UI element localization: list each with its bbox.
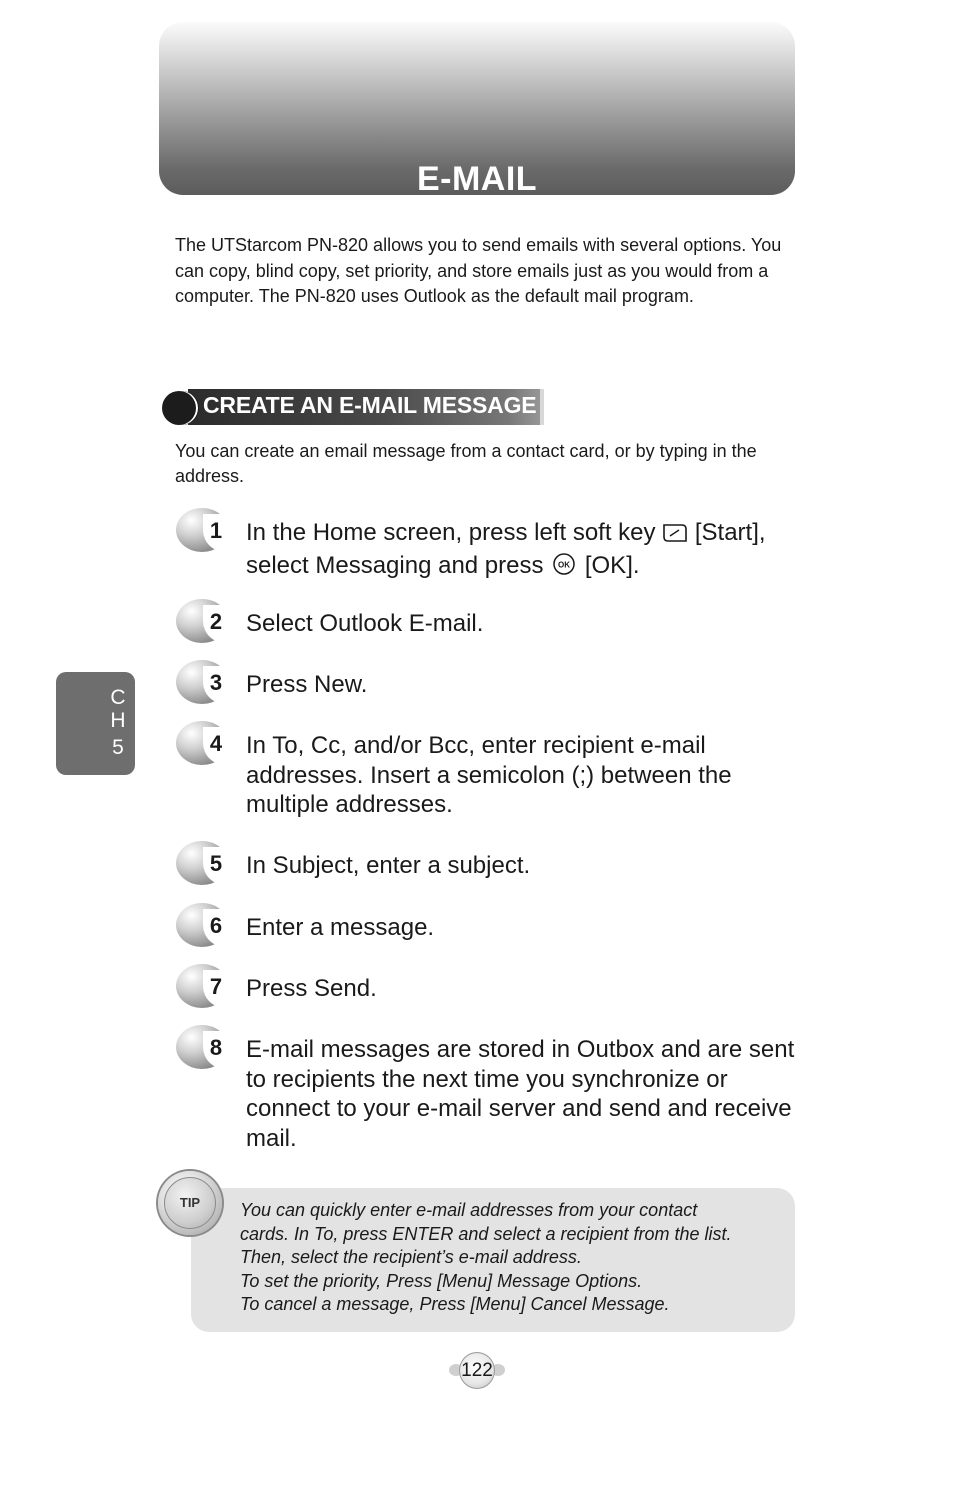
step-text: Select Outlook E-mail. [246,610,484,637]
step-number: 3 [209,670,223,695]
step-text: In To, Cc, and/or Bcc, enter recipient e-mail addresses. Insert a semicolon (;) between the multiple addresses. [246,732,732,818]
tip-line: You can quickly enter e-mail addresses from your contact [240,1200,698,1220]
step-number-badge [175,841,231,885]
page-number-badge [447,1351,507,1391]
chapter-header-banner [159,22,795,198]
step-number: 7 [209,974,223,999]
tip-line: Then, select the recipient’s e-mail address. [240,1247,582,1267]
step-text [246,518,816,583]
step-text-part: [OK]. [584,551,640,579]
tip-line: To set the priority, Press [Menu] Message Options. [240,1270,643,1291]
chapter-tab-number: 5 [112,736,124,759]
step-text: Press New. [246,671,368,698]
step-number: 2 [209,609,223,634]
step-text: Press Send. [246,975,377,1002]
section-bullet-icon [162,391,196,425]
tip-line: cards. In To, press ENTER and select a recipient from the list. [240,1223,732,1244]
step-text: E-mail messages are stored in Outbox and are sent to recipients the next time you synchronize or connect to your e-mail server and send and receive mail. [246,1036,795,1152]
step-number: 6 [209,913,223,938]
step-number: 4 [209,731,223,756]
section-heading [162,389,544,425]
intro-paragraph: The UTStarcom PN-820 allows you to send emails with several options. You can copy, blind copy, set priority, and store emails just as you would from a computer. The PN-820 uses Outlook as the default mail program. [175,235,782,306]
step-number: 5 [209,851,223,876]
ok-key-label: OK [558,560,571,569]
tip-badge-icon [158,1171,222,1235]
step-number: 8 [209,1035,223,1060]
tip-box [191,1188,795,1332]
step-text: In Subject, enter a subject. [246,852,531,879]
step-number-badge [175,508,231,552]
step-number-badge [175,721,231,765]
step-number-badge [175,964,231,1008]
section-intro: You can create an email message from a contact card, or by typing in the address. [175,441,757,486]
step-text: Enter a message. [246,914,435,941]
chapter-tab-letter: C [110,686,126,709]
chapter-tab [56,672,135,775]
step-number-badge [175,660,231,704]
ok-key-icon [550,552,578,584]
page-title: E-MAIL [416,160,538,198]
step-number: 1 [209,518,223,543]
step-number-badge [175,599,231,643]
left-soft-key-icon [662,521,688,551]
tip-line: To cancel a message, Press [Menu] Cancel Message. [240,1294,670,1314]
section-title: CREATE AN E-MAIL MESSAGE [203,392,537,418]
step-number-badge [175,1025,231,1069]
step-text-part: In the Home screen, press left soft key [246,519,656,546]
step-number-badge [175,903,231,947]
tip-label: TIP [179,1195,201,1210]
tip-text [240,1199,785,1317]
chapter-tab-letter: H [110,709,126,732]
page-number: 122 [461,1360,493,1381]
step-text-part: [Start], select Messaging and press [246,519,766,579]
